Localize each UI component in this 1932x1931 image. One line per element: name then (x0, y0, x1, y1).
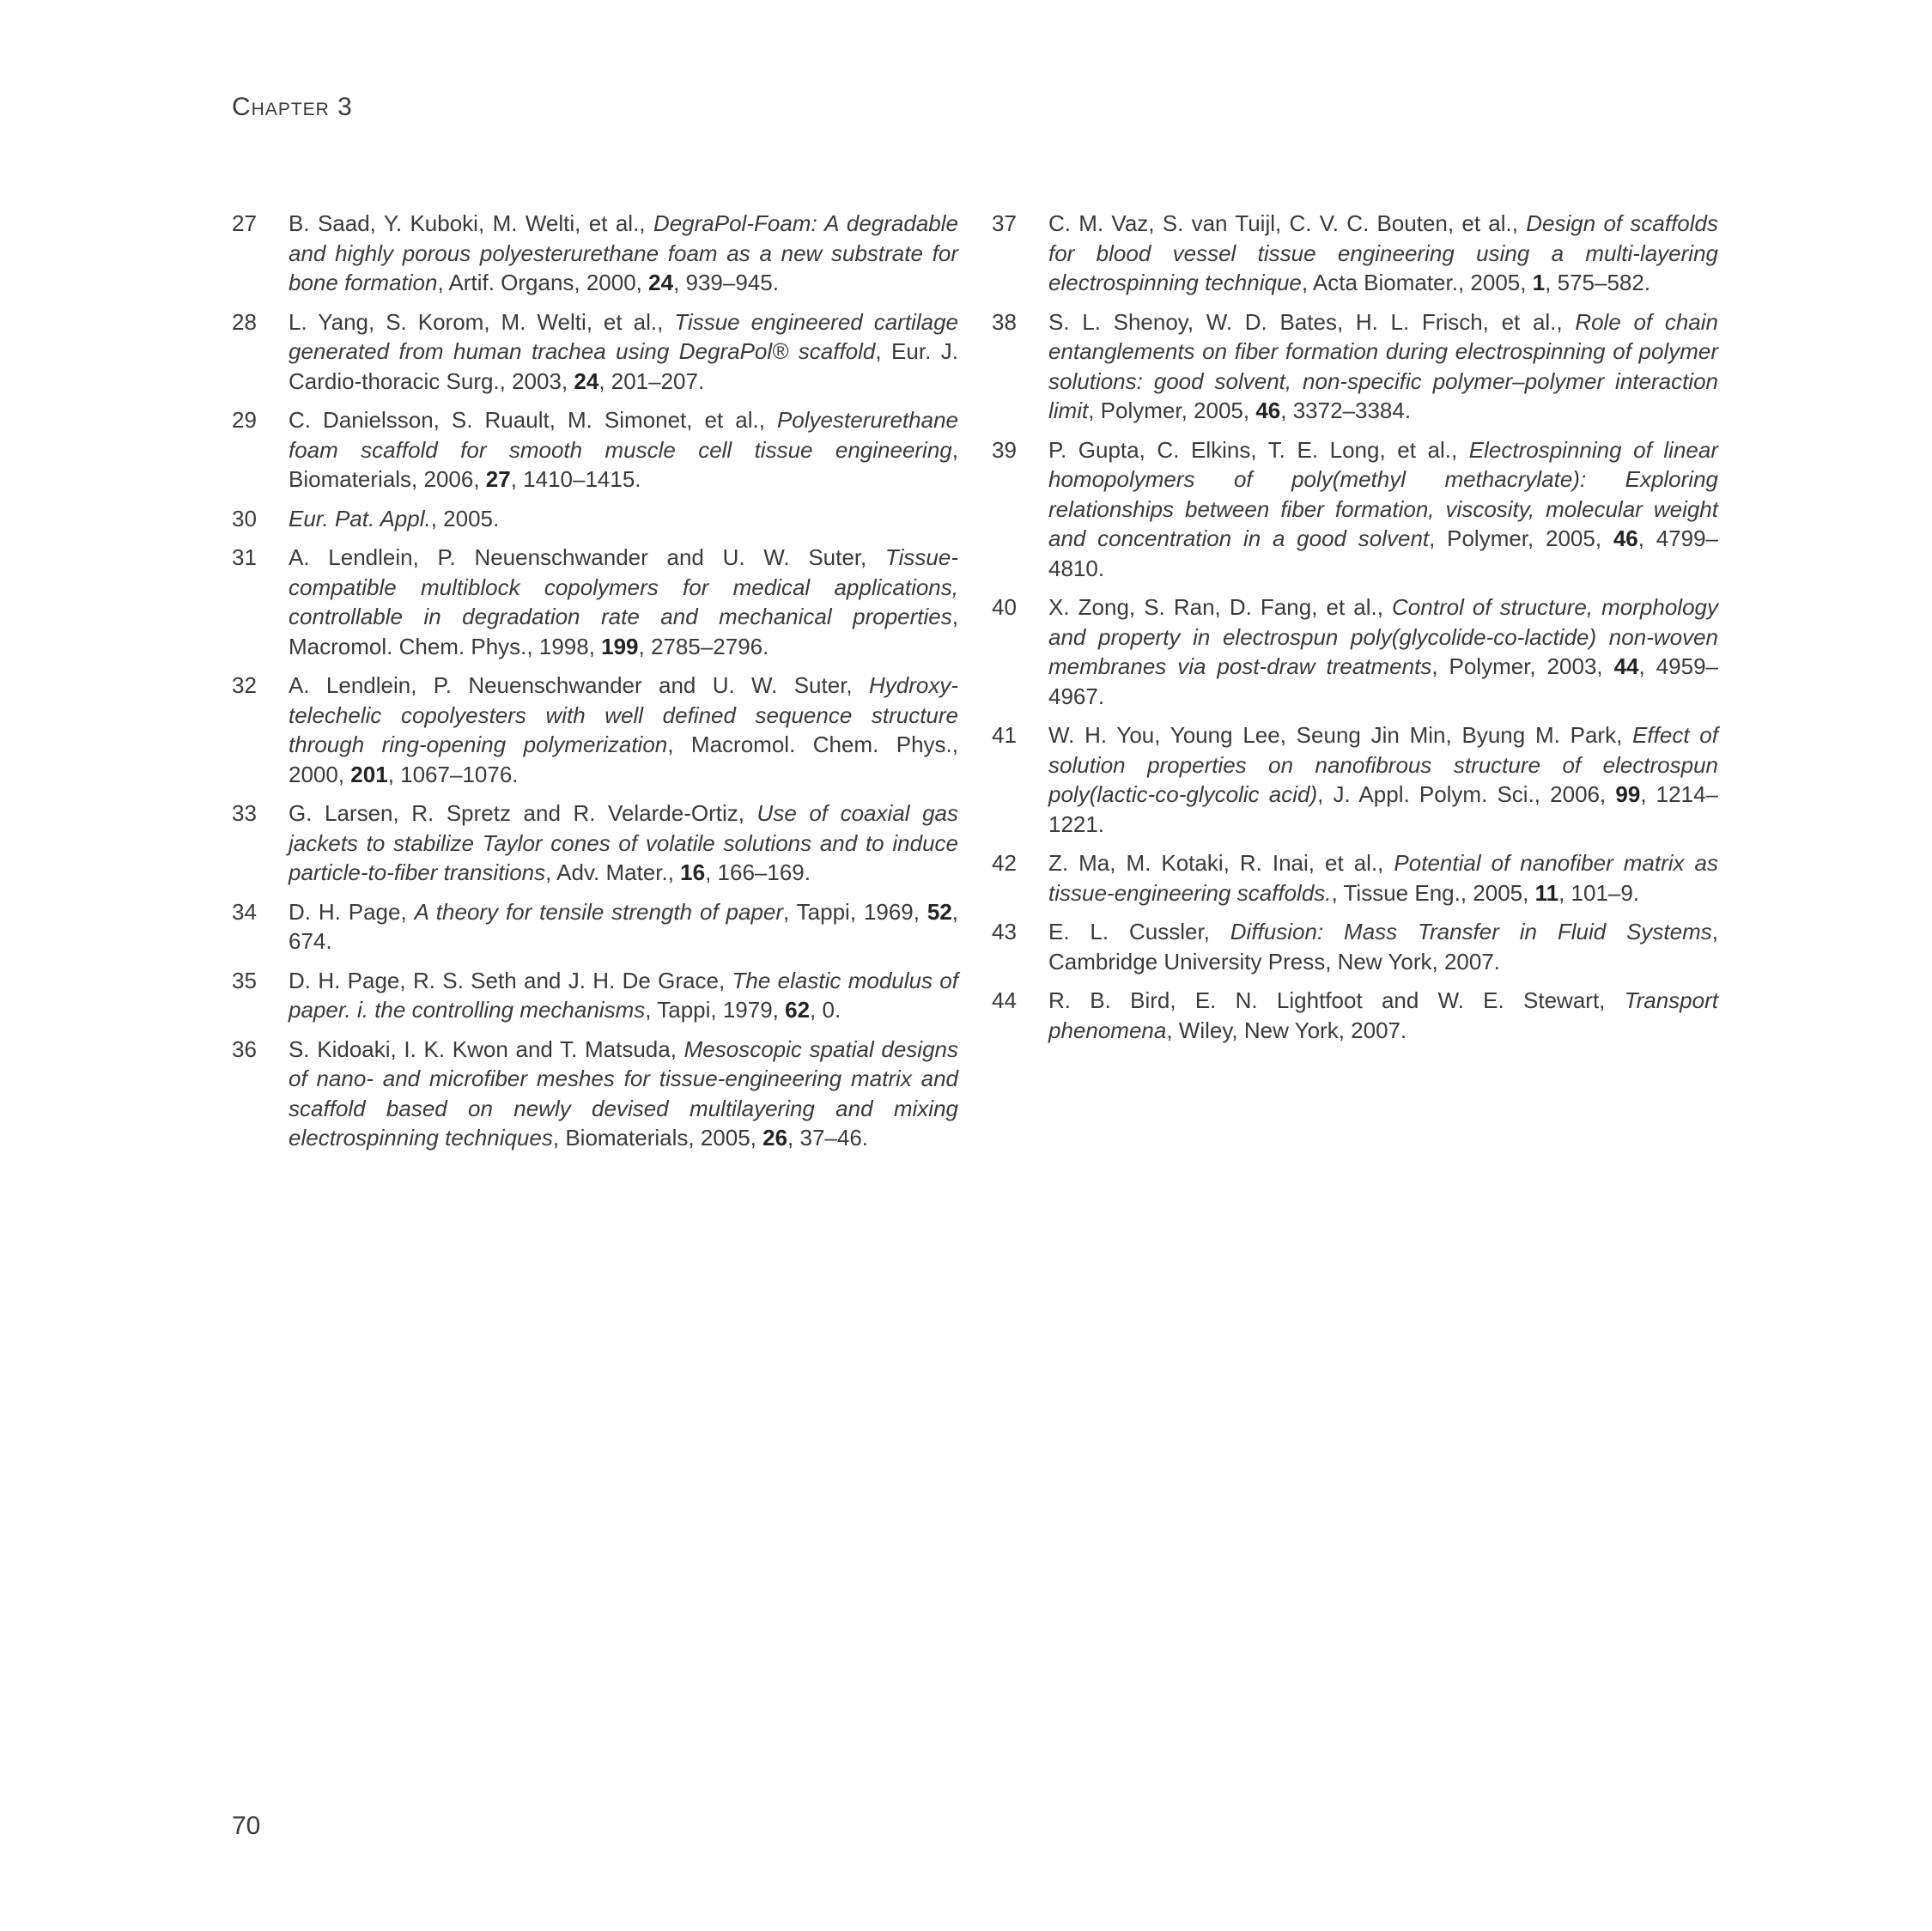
reference-number: 43 (992, 919, 1017, 944)
reference-text: R. B. Bird, E. N. Lightfoot and W. E. Stewart, Transport phenomena, Wiley, New York, 2007. (1048, 987, 1718, 1043)
reference-volume: 199 (601, 633, 639, 659)
reference-title: Transport phenomena (1048, 987, 1718, 1043)
reference-text: C. M. Vaz, S. van Tuijl, C. V. C. Bouten, et al., Design of scaffolds for blood vessel tissue engineering using a multi-layering electrospinning technique, Acta Biomater., 2005, 1, 575–582. (1048, 210, 1718, 295)
reference-volume: 44 (1613, 653, 1639, 679)
reference-text: A. Lendlein, P. Neuenschwander and U. W. Suter, Hydroxy-telechelic copolyesters with well defined sequence structure through ring-opening polymerization, Macromol. Chem. Phys., 2000, 201, 1067–1076. (289, 672, 959, 787)
reference-volume: 24 (574, 367, 599, 394)
reference-27 (232, 209, 962, 298)
reference-39 (992, 435, 1722, 584)
reference-text: E. L. Cussler, Diffusion: Mass Transfer in Fluid Systems, Cambridge University Press, New York, 2007. (1048, 919, 1719, 975)
reference-title: DegraPol-Foam: A degradable and highly porous polyesterurethane foam as a new substrate for bone formation (289, 210, 958, 295)
reference-number: 40 (992, 594, 1017, 620)
reference-text: Eur. Pat. Appl., 2005. (289, 505, 500, 531)
reference-number: 33 (232, 800, 257, 826)
references-right-column (992, 209, 1722, 1054)
reference-28 (232, 307, 962, 397)
reference-title: The elastic modulus of paper. i. the controlling mechanisms (289, 967, 958, 1023)
reference-number: 29 (232, 407, 257, 433)
reference-volume: 27 (485, 466, 511, 492)
reference-number: 34 (232, 898, 257, 925)
reference-title: Electrospinning of linear homopolymers of poly(methyl methacrylate): Exploring relationships between fiber formation, viscosity, molecular weight and concentration in a good solvent (1048, 436, 1718, 551)
reference-number: 36 (232, 1035, 257, 1062)
reference-32 (232, 671, 962, 789)
reference-title: Use of coaxial gas jackets to stabilize Taylor cones of volatile solutions and to induce particle-to-fiber transitions (289, 800, 958, 885)
reference-title: A theory for tensile strength of paper (414, 898, 784, 925)
reference-title: Control of structure, morphology and property in electrospun poly(glycolide-co-lactide) non-woven membranes via post-draw treatments (1048, 594, 1718, 679)
reference-number: 35 (232, 967, 257, 993)
reference-text: Z. Ma, M. Kotaki, R. Inai, et al., Potential of nanofiber matrix as tissue-engineering scaffolds., Tissue Eng., 2005, 11, 101–9. (1048, 850, 1718, 906)
reference-37 (992, 209, 1722, 298)
reference-title: Design of scaffolds for blood vessel tissue engineering using a multi-layering electrospinning technique (1048, 210, 1718, 295)
reference-number: 37 (992, 210, 1017, 236)
reference-34 (232, 897, 962, 956)
reference-29 (232, 405, 962, 495)
reference-title: Role of chain entanglements on fiber formation during electrospinning of polymer solutions: good solvent, non-specific polymer–polymer interaction limit (1048, 308, 1718, 423)
reference-title: Hydroxy-telechelic copolyesters with well defined sequence structure through ring-opening polymerization (289, 672, 958, 757)
reference-number: 28 (232, 308, 257, 335)
references-left-column (232, 209, 962, 1163)
reference-title: Eur. Pat. Appl. (289, 505, 431, 531)
reference-40 (992, 592, 1722, 711)
reference-text: B. Saad, Y. Kuboki, M. Welti, et al., DegraPol-Foam: A degradable and highly porous polyesterurethane foam as a new substrate for bone formation, Artif. Organs, 2000, 24, 939–945. (289, 210, 958, 295)
reference-text: W. H. You, Young Lee, Seung Jin Min, Byung M. Park, Effect of solution properties on nanofibrous structure of electrospun poly(lactic-co-glycolic acid), J. Appl. Polym. Sci., 2006, 99, 1214–1221. (1048, 722, 1718, 837)
reference-text: X. Zong, S. Ran, D. Fang, et al., Control of structure, morphology and property in electrospun poly(glycolide-co-lactide) non-woven membranes via post-draw treatments, Polymer, 2003, 44, 4959–4967. (1048, 594, 1718, 709)
reference-number: 38 (992, 308, 1017, 335)
reference-36 (232, 1035, 962, 1153)
reference-title: Effect of solution properties on nanofibrous structure of electrospun poly(lactic-co-glycolic acid) (1048, 722, 1718, 807)
reference-38 (992, 307, 1722, 426)
reference-text: D. H. Page, A theory for tensile strength of paper, Tappi, 1969, 52, 674. (289, 898, 959, 954)
reference-number: 44 (992, 987, 1017, 1013)
reference-title: Mesoscopic spatial designs of nano- and microfiber meshes for tissue-engineering matrix and scaffold based on newly devised multilayering and mixing electrospinning techniques (289, 1035, 959, 1151)
reference-text: S. Kidoaki, I. K. Kwon and T. Matsuda, Mesoscopic spatial designs of nano- and microfiber meshes for tissue-engineering matrix and scaffold based on newly devised multilayering and mixing electrospinning techniques, Biomaterials, 2005, 26, 37–46. (289, 1035, 959, 1151)
reference-44 (992, 986, 1722, 1045)
reference-33 (232, 799, 962, 888)
reference-number: 41 (992, 722, 1017, 748)
reference-text: P. Gupta, C. Elkins, T. E. Long, et al., Electrospinning of linear homopolymers of poly(methyl methacrylate): Exploring relationships between fiber formation, viscosity, molecular weight and concentration in a good solvent, Polymer, 2005, 46, 4799–4810. (1048, 436, 1719, 581)
reference-41 (992, 720, 1722, 839)
reference-text: G. Larsen, R. Spretz and R. Velarde-Ortiz, Use of coaxial gas jackets to stabilize Taylor cones of volatile solutions and to induce particle-to-fiber transitions, Adv. Mater., 16, 166–169. (289, 800, 958, 885)
reference-volume: 16 (680, 859, 706, 885)
reference-number: 30 (232, 505, 257, 531)
reference-title: Potential of nanofiber matrix as tissue-engineering scaffolds. (1048, 850, 1718, 906)
reference-number: 31 (232, 544, 257, 570)
reference-number: 32 (232, 672, 257, 698)
reference-30 (232, 504, 962, 534)
reference-volume: 46 (1613, 525, 1638, 551)
reference-43 (992, 917, 1722, 976)
reference-text: C. Danielsson, S. Ruault, M. Simonet, et al., Polyesterurethane foam scaffold for smooth muscle cell tissue engineering, Biomaterials, 2006, 27, 1410–1415. (289, 407, 958, 492)
reference-title: Polyesterurethane foam scaffold for smooth muscle cell tissue engineering (289, 407, 958, 463)
reference-volume: 99 (1615, 781, 1641, 807)
reference-text: L. Yang, S. Korom, M. Welti, et al., Tissue engineered cartilage generated from human trachea using DegraPol® scaffold, Eur. J. Cardio-thoracic Surg., 2003, 24, 201–207. (289, 308, 958, 394)
reference-35 (232, 966, 962, 1025)
reference-text: D. H. Page, R. S. Seth and J. H. De Grace, The elastic modulus of paper. i. the controlling mechanisms, Tappi, 1979, 62, 0. (289, 967, 958, 1023)
reference-volume: 24 (648, 270, 674, 295)
reference-text: S. L. Shenoy, W. D. Bates, H. L. Frisch, et al., Role of chain entanglements on fiber formation during electrospinning of polymer solutions: good solvent, non-specific polymer–polymer interaction limit, Polymer, 2005, 46, 3372–3384. (1048, 308, 1718, 423)
reference-text: A. Lendlein, P. Neuenschwander and U. W. Suter, Tissue-compatible multiblock copolymers for medical applications, controllable in degradation rate and mechanical properties, Macromol. Chem. Phys., 1998, 199, 2785–2796. (289, 544, 958, 659)
reference-number: 27 (232, 210, 257, 236)
page-number: 70 (232, 1812, 261, 1840)
reference-volume: 52 (927, 898, 952, 925)
reference-volume: 1 (1532, 270, 1546, 295)
reference-number: 42 (992, 850, 1017, 876)
reference-number: 39 (992, 436, 1017, 463)
reference-volume: 26 (762, 1125, 788, 1151)
reference-volume: 201 (350, 761, 388, 787)
reference-42 (992, 848, 1722, 908)
reference-title: Tissue-compatible multiblock copolymers for medical applications, controllable in degradation rate and mechanical properties (289, 544, 958, 629)
reference-volume: 62 (785, 997, 811, 1023)
reference-volume: 46 (1255, 398, 1281, 423)
reference-title: Tissue engineered cartilage generated from human trachea using DegraPol® scaffold (289, 308, 958, 364)
reference-31 (232, 543, 962, 661)
running-head: Chapter 3 (232, 93, 353, 121)
reference-volume: 11 (1534, 879, 1559, 906)
reference-title: Diffusion: Mass Transfer in Fluid Systems (1230, 919, 1712, 944)
